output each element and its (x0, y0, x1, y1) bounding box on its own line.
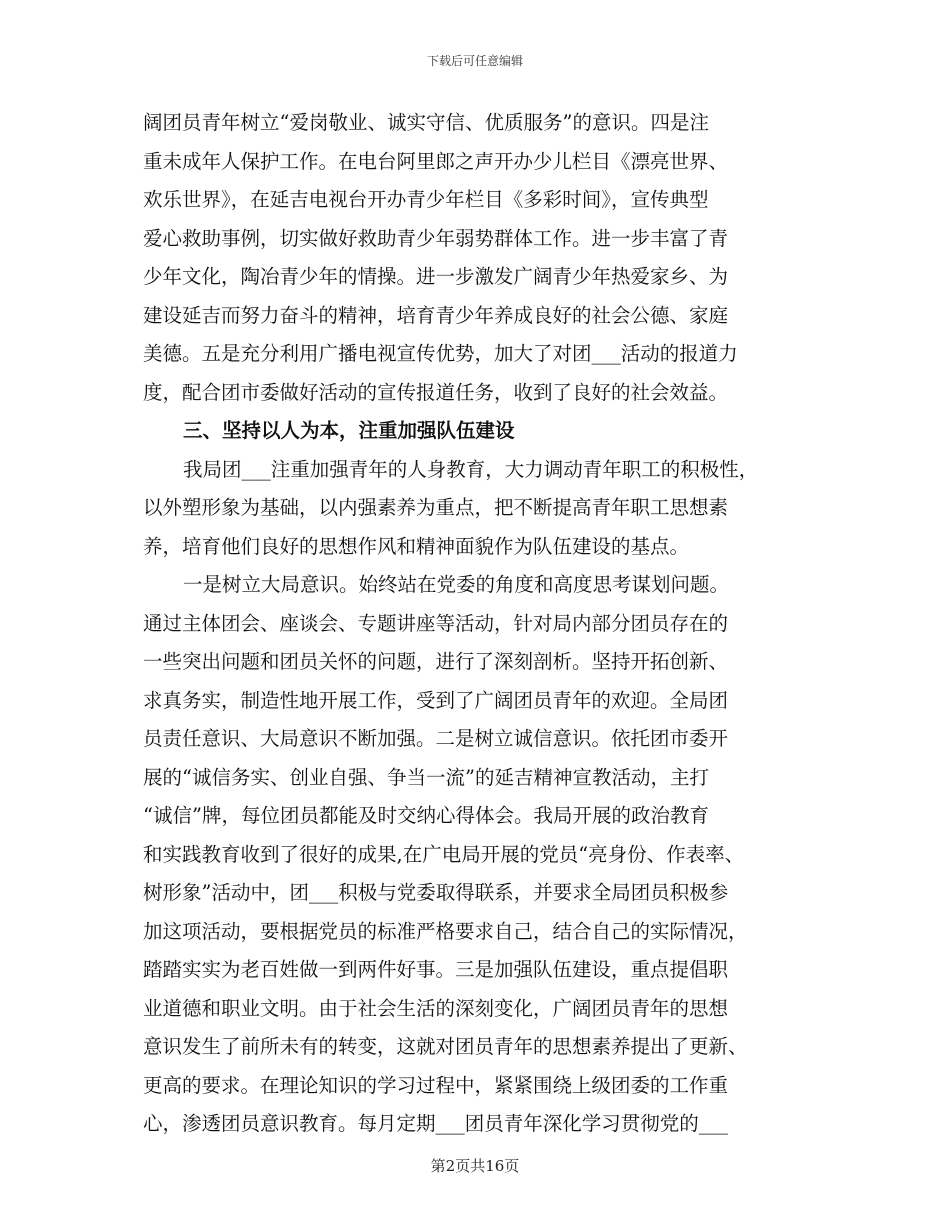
text-line: 展的“诚信务实、创业自强、争当一流”的延吉精神宣教活动，主打 (143, 765, 709, 789)
text-line: 阔团员青年树立“爱岗敬业、诚实守信、优质服务”的意识。四是注 (143, 111, 709, 134)
text-line: 度，配合团市委做好活动的宣传报道任务，收到了良好的社会效益。 (143, 380, 729, 404)
text-line: 一些突出问题和团员关怀的问题，进行了深刻剖析。坚持开拓创新、 (143, 650, 729, 673)
page-footer: 第2页共16页 (430, 1157, 520, 1175)
text-line: 树形象”活动中，团___积极与党委取得联系，并要求全局团员积极参 (143, 881, 729, 904)
paragraph-first-line: 我局团___注重加强青年的人身教育，大力调动青年职工的积极性， (183, 457, 759, 481)
text-line: 养，培育他们良好的思想作风和精神面貌作为队伍建设的基点。 (143, 534, 690, 558)
document-body (143, 104, 823, 1144)
paragraph-first-line: 一是树立大局意识。始终站在党委的角度和高度思考谋划问题。 (183, 573, 730, 596)
text-line: 意识发生了前所未有的转变，这就对团员青年的思想素养提出了更新、 (143, 1035, 748, 1058)
text-line: 少年文化，陶冶青少年的情操。进一步激发广阔青少年热爱家乡、为 (143, 265, 729, 288)
text-line: “诚信”牌，每位团员都能及时交纳心得体会。我局开展的政治教育 (143, 804, 709, 827)
text-line: 加这项活动，要根据党员的标准严格要求自己，结合自己的实际情况， (143, 919, 748, 943)
text-line: 爱心救助事例，切实做好救助青少年弱势群体工作。进一步丰富了青 (143, 226, 729, 250)
page-header: 下载后可任意编辑 (426, 54, 523, 68)
text-line: 踏踏实实为老百姓做一到两件好事。三是加强队伍建设，重点提倡职 (143, 958, 729, 981)
text-line: 通过主体团会、座谈会、专题讲座等活动，针对局内部分团员存在的 (143, 611, 729, 635)
text-line: 业道德和职业文明。由于社会生活的深刻变化，广阔团员青年的思想 (143, 996, 729, 1020)
text-line: 美德。五是充分利用广播电视宣传优势，加大了对团___活动的报道力 (143, 342, 738, 365)
text-line: 更高的要求。在理论知识的学习过程中，紧紧围绕上级团委的工作重 (143, 1073, 729, 1097)
section-heading: 三、坚持以人为本，注重加强队伍建设 (183, 419, 515, 442)
text-line: 欢乐世界》，在延吉电视台开办青少年栏目《多彩时间》，宣传典型 (143, 188, 709, 211)
text-line: 求真务实，制造性地开展工作，受到了广阔团员青年的欢迎。全局团 (143, 688, 729, 712)
text-line: 重未成年人保护工作。在电台阿里郎之声开办少儿栏目《漂亮世界、 (143, 149, 729, 173)
text-line: 员责任意识、大局意识不断加强。二是树立诚信意识。依托团市委开 (143, 727, 729, 750)
text-line: 心，渗透团员意识教育。每月定期___团员青年深化学习贯彻党的___ (143, 1112, 729, 1135)
text-line: 以外塑形象为基础，以内强素养为重点，把不断提高青年职工思想素 (143, 496, 729, 519)
text-line: 建设延吉而努力奋斗的精神，培育青少年养成良好的社会公德、家庭 (143, 303, 729, 327)
text-line: 和实践教育收到了很好的成果,在广电局开展的党员“亮身份、作表率、 (143, 842, 745, 866)
